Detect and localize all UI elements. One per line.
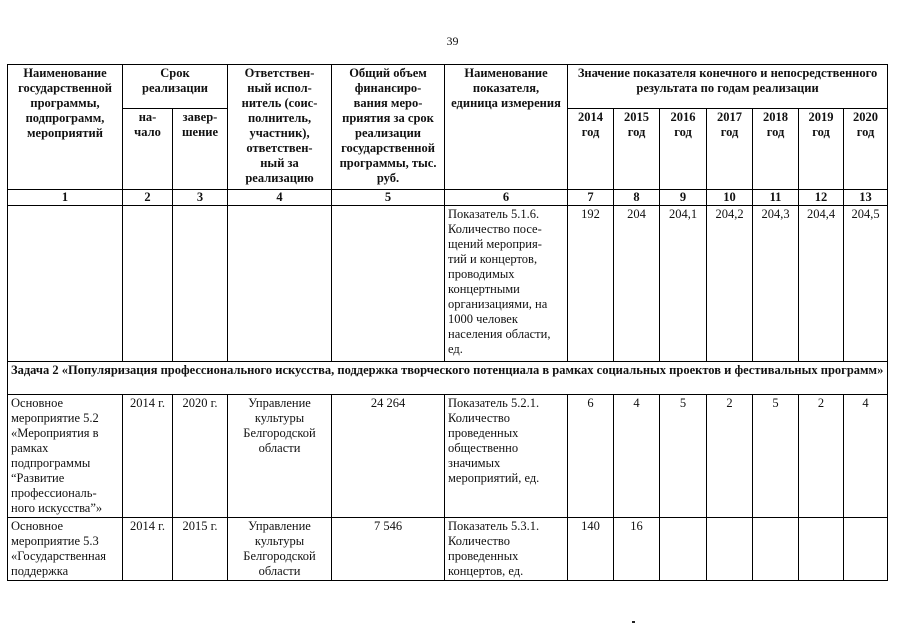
indicator-cell: Показатель 5.3.1. Количество проведенных концертов, ед.: [445, 518, 568, 581]
column-number: 9: [660, 190, 707, 206]
header-program-name: Наименование государственной программы, подпрограмм, мероприятий: [8, 65, 123, 190]
value-cell: 5: [660, 395, 707, 518]
value-cell: 204: [614, 206, 660, 362]
column-number: 1: [8, 190, 123, 206]
header-year: 2016 год: [660, 109, 707, 190]
indicator-cell: Показатель 5.2.1. Количество проведенных общественно значимых мероприятий, ед.: [445, 395, 568, 518]
value-cell: 204,4: [799, 206, 844, 362]
page-number: 39: [446, 34, 459, 48]
indicators-table: [7, 64, 888, 581]
value-cell: 6: [568, 395, 614, 518]
value-cell: [753, 518, 799, 581]
task-heading: Задача 2 «Популяризация профессионального искусства, поддержка творческого потенциала в рамках социальных проектов и фестивальных программ»: [8, 362, 888, 395]
header-indicator-name: Наименование показателя, единица измерения: [445, 65, 568, 190]
value-cell: [707, 518, 753, 581]
value-cell: 4: [614, 395, 660, 518]
header-year: 2020 год: [844, 109, 888, 190]
scan-speck: [632, 621, 635, 623]
financing-cell: 24 264: [332, 395, 445, 518]
value-cell: [799, 518, 844, 581]
header-term: Срок реализации: [123, 65, 228, 109]
value-cell: 16: [614, 518, 660, 581]
end-cell: 2020 г.: [173, 395, 228, 518]
value-cell: 2: [707, 395, 753, 518]
column-number: 8: [614, 190, 660, 206]
header-year: 2014 год: [568, 109, 614, 190]
header-values-by-year: Значение показателя конечного и непосредственного результата по годам реализации: [568, 65, 888, 109]
column-number: 3: [173, 190, 228, 206]
program-cell: Основное мероприятие 5.3 «Государственная поддержка: [8, 518, 123, 581]
value-cell: 140: [568, 518, 614, 581]
column-number: 12: [799, 190, 844, 206]
column-number: 11: [753, 190, 799, 206]
header-year: 2018 год: [753, 109, 799, 190]
end-cell: [173, 206, 228, 362]
start-cell: [123, 206, 173, 362]
header-year: 2019 год: [799, 109, 844, 190]
column-number: 5: [332, 190, 445, 206]
column-number: 4: [228, 190, 332, 206]
table-row: [8, 206, 888, 362]
header-executor: Ответствен- ный испол- нитель (соис- полнитель, участник), ответствен- ный за реализацию: [228, 65, 332, 190]
column-number: 2: [123, 190, 173, 206]
value-cell: 5: [753, 395, 799, 518]
start-cell: 2014 г.: [123, 395, 173, 518]
table-row: [8, 395, 888, 518]
table-row: [8, 518, 888, 581]
executor-cell: Управление культуры Белгородской области: [228, 395, 332, 518]
executor-cell: Управление культуры Белгородской области: [228, 518, 332, 581]
value-cell: 192: [568, 206, 614, 362]
header-year: 2015 год: [614, 109, 660, 190]
header-term-end: завер- шение: [173, 109, 228, 190]
column-number: 10: [707, 190, 753, 206]
column-number: 7: [568, 190, 614, 206]
financing-cell: 7 546: [332, 518, 445, 581]
value-cell: 2: [799, 395, 844, 518]
value-cell: 204,5: [844, 206, 888, 362]
end-cell: 2015 г.: [173, 518, 228, 581]
value-cell: 204,3: [753, 206, 799, 362]
column-number: 6: [445, 190, 568, 206]
value-cell: 204,2: [707, 206, 753, 362]
column-numbers-row: [8, 190, 888, 206]
task-row: [8, 362, 888, 395]
column-number: 13: [844, 190, 888, 206]
executor-cell: [228, 206, 332, 362]
value-cell: [844, 518, 888, 581]
indicator-cell: Показатель 5.1.6. Количество посе- щений мероприя- тий и концертов, проводимых концертными организациями, на 1000 человек населения области, ед.: [445, 206, 568, 362]
value-cell: 204,1: [660, 206, 707, 362]
program-cell: [8, 206, 123, 362]
header-year: 2017 год: [707, 109, 753, 190]
header-financing: Общий объем финансиро- вания меро- приятия за срок реализации государственной программы, тыс. руб.: [332, 65, 445, 190]
value-cell: [660, 518, 707, 581]
header-term-start: на- чало: [123, 109, 173, 190]
program-cell: Основное мероприятие 5.2 «Мероприятия в рамках подпрограммы “Развитие профессиональ- ного искусства”»: [8, 395, 123, 518]
financing-cell: [332, 206, 445, 362]
start-cell: 2014 г.: [123, 518, 173, 581]
value-cell: 4: [844, 395, 888, 518]
